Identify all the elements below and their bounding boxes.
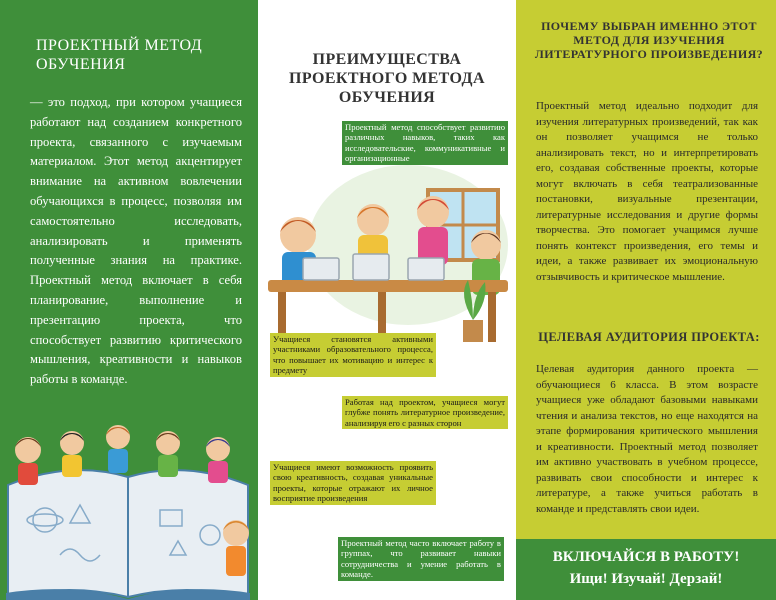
left-title: ПРОЕКТНЫЙ МЕТОД ОБУЧЕНИЯ [36, 37, 203, 73]
advantage-note-4: Учащиеся имеют возможность проявить свою креативность, создавая уникальные проекты, которые отражают их личное восприятие произведения [270, 461, 436, 505]
middle-title: ПРЕИМУЩЕСТВА ПРОЕКТНОГО МЕТОДА ОБУЧЕНИЯ [289, 51, 485, 106]
call-to-action-banner [516, 539, 776, 600]
cta-line-1: ВКЛЮЧАЙСЯ В РАБОТУ! [552, 549, 740, 565]
target-audience-text: Целевая аудитория данного проекта — обучающиеся 6 класса. В этом возрасте учащиеся уже обладают базовыми навыками чтения и анализа текстов, но еще находятся на этапе формирования критического мышления и креативности. Проектный метод позволяет им активно участвовать в учебном процессе, развивать свои способности и интерес к литературе, а также учиться работать в команде и представлять свои идеи. [536, 363, 758, 515]
target-audience-heading: ЦЕЛЕВАЯ АУДИТОРИЯ ПРОЕКТА: [538, 330, 760, 344]
why-method-heading: ПОЧЕМУ ВЫБРАН ИМЕННО ЭТОТ МЕТОД ДЛЯ ИЗУЧЕНИЯ ЛИТЕРАТУРНОГО ПРОИЗВЕДЕНИЯ? [534, 19, 764, 61]
left-body-text: — это подход, при котором учащиеся работают над созданием конкретного проекта, связанного с изучаемым материалом. Этот метод акцентирует внимание на активном вовлечении обучающихся в процесс, позволяя им самостоятельно исследовать, анализировать и применять полученные знания на практике. Проектный метод включает в себя планирование, выполнение и презентацию проекта, что способствует развитию критического мышления, креативности и навыков работы в команде. [30, 95, 242, 387]
advantage-note-2: Учащиеся становятся активными участниками образовательного процесса, что повышает их мотивацию и интерес к предмету [270, 333, 436, 377]
right-panel [516, 0, 776, 600]
middle-panel [258, 0, 516, 600]
advantage-note-3: Работая над проектом, учащиеся могут глубже понять литературное произведение, анализируя его с разных сторон [342, 396, 508, 429]
advantage-note-5: Проектный метод часто включает работу в группах, что развивает навыки сотрудничества и умение работать в команде. [338, 537, 504, 581]
advantage-note-1: Проектный метод способствует развитию различных навыков, таких как исследовательские, коммуникативные и организационные [342, 121, 508, 165]
children-with-book-illustration [0, 415, 258, 600]
why-method-text: Проектный метод идеально подходит для изучения литературных произведений, так как он позволяет учащимся не только анализировать текст, но и интерпретировать его, создавая собственные проекты, которые могут включать в себя театрализованные постановки, визуальные презентации, литературные исследования и другие формы творчества. Это помогает учащимся лучше понять контекст произведения, его темы и идеи, а также развивает их эмоциональную отзывчивость и критическое мышление. [536, 100, 758, 283]
cta-line-2: Ищи! Изучай! Дерзай! [569, 571, 723, 587]
left-panel [0, 0, 258, 600]
